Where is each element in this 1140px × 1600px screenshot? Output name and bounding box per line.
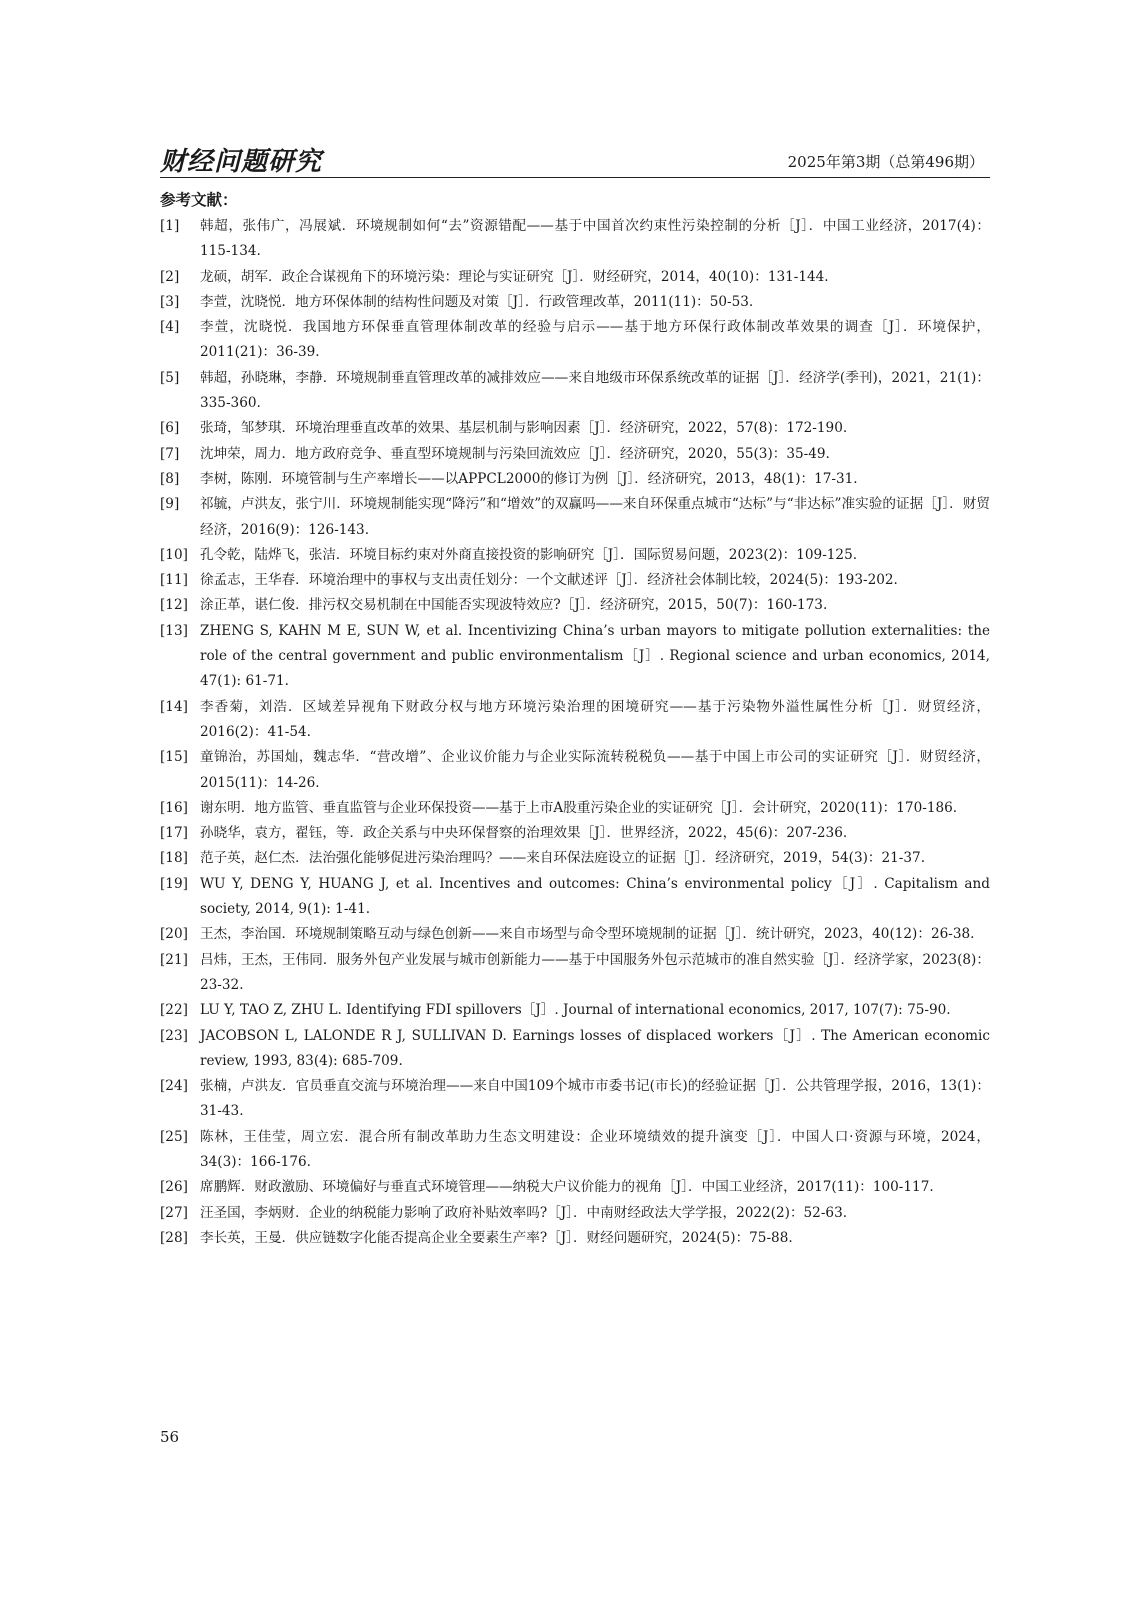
reference-text: 祁毓，卢洪友，张宁川．环境规制能实现“降污”和“增效”的双赢吗——来自环保重点城市“达标”与“非达标”准实验的证据［J］．财贸经济，2016(9)：126-143. bbox=[200, 496, 990, 538]
reference-number: [15] bbox=[160, 749, 188, 766]
reference-item bbox=[160, 821, 990, 846]
reference-number: [5] bbox=[160, 369, 180, 386]
reference-item bbox=[160, 492, 990, 543]
reference-item bbox=[160, 695, 990, 746]
reference-number: [6] bbox=[160, 420, 180, 437]
reference-number: [10] bbox=[160, 546, 188, 563]
reference-text: 童锦治，苏国灿，魏志华．“营改增”、企业议价能力与企业实际流转税税负——基于中国上市公司的实证研究［J］．财贸经济，2015(11)：14-26. bbox=[200, 749, 990, 791]
reference-number: [4] bbox=[160, 319, 180, 336]
reference-number: [14] bbox=[160, 698, 188, 715]
issue-info: 2025年第3期（总第496期） bbox=[787, 153, 984, 171]
reference-text: 沈坤荣，周力．地方政府竞争、垂直型环境规制与污染回流效应［J］．经济研究，2020，55(3)：35-49. bbox=[200, 445, 830, 462]
reference-number: [3] bbox=[160, 293, 180, 310]
journal-logo: 财经问题研究 bbox=[160, 147, 323, 177]
reference-item bbox=[160, 416, 990, 441]
reference-number: [21] bbox=[160, 951, 188, 968]
reference-text: LU Y, TAO Z, ZHU L. Identifying FDI spillovers［J］. Journal of international economics, 2017, 107(7): 75-90. bbox=[200, 1002, 951, 1019]
reference-item bbox=[160, 290, 990, 315]
reference-item bbox=[160, 568, 990, 593]
reference-item bbox=[160, 366, 990, 417]
reference-number: [25] bbox=[160, 1128, 188, 1145]
reference-text: 涂正革，谌仁俊．排污权交易机制在中国能否实现波特效应?［J］．经济研究，2015，50(7)：160-173. bbox=[200, 597, 828, 614]
reference-item bbox=[160, 1175, 990, 1200]
reference-number: [26] bbox=[160, 1179, 188, 1196]
reference-number: [20] bbox=[160, 926, 188, 943]
reference-number: [22] bbox=[160, 1002, 188, 1019]
reference-number: [28] bbox=[160, 1229, 188, 1246]
reference-text: 龙硕，胡军．政企合谋视角下的环境污染：理论与实证研究［J］．财经研究，2014，40(10)：131-144. bbox=[200, 268, 829, 285]
reference-item bbox=[160, 1226, 990, 1251]
reference-number: [23] bbox=[160, 1027, 188, 1044]
reference-text: 陈林，王佳莹，周立宏．混合所有制改革助力生态文明建设：企业环境绩效的提升演变［J］．中国人口·资源与环境，2024，34(3)：166-176. bbox=[200, 1128, 990, 1170]
reference-item bbox=[160, 593, 990, 618]
reference-text: 李萱，沈晓悦．地方环保体制的结构性问题及对策［J］．行政管理改革，2011(11)：50-53. bbox=[200, 293, 754, 310]
reference-number: [8] bbox=[160, 470, 180, 487]
reference-item bbox=[160, 948, 990, 999]
reference-text: 韩超，张伟广，冯展斌．环境规制如何“去”资源错配——基于中国首次约束性污染控制的分析［J］．中国工业经济，2017(4)：115-134. bbox=[200, 218, 990, 260]
reference-list bbox=[160, 214, 990, 1251]
reference-text: ZHENG S, KAHN M E, SUN W, et al. Incentivizing China’s urban mayors to mitigate pollution externalities: the role of the central government and public environmentalism［J］. Regional science and urban economics, 2014, 47(1): 61-71. bbox=[200, 622, 990, 690]
reference-number: [24] bbox=[160, 1078, 188, 1095]
reference-number: [9] bbox=[160, 496, 180, 513]
reference-item bbox=[160, 619, 990, 695]
reference-number: [19] bbox=[160, 875, 188, 892]
reference-item bbox=[160, 922, 990, 947]
references-heading: 参考文献： bbox=[160, 191, 238, 209]
reference-number: [11] bbox=[160, 572, 188, 589]
reference-text: 范子英，赵仁杰．法治强化能够促进污染治理吗？——来自环保法庭设立的证据［J］．经济研究，2019，54(3)：21-37. bbox=[200, 850, 926, 867]
reference-item bbox=[160, 315, 990, 366]
reference-item bbox=[160, 1024, 990, 1075]
reference-text: 张楠，卢洪友．官员垂直交流与环境治理——来自中国109个城市市委书记(市长)的经验证据［J］．公共管理学报，2016，13(1)：31-43. bbox=[200, 1078, 990, 1120]
reference-text: JACOBSON L, LALONDE R J, SULLIVAN D. Earnings losses of displaced workers［J］. The American economic review, 1993, 83(4): 685-709. bbox=[200, 1027, 990, 1069]
reference-item bbox=[160, 442, 990, 467]
reference-number: [12] bbox=[160, 597, 188, 614]
reference-text: 徐孟志，王华春．环境治理中的事权与支出责任划分：一个文献述评［J］．经济社会体制比较，2024(5)：193-202. bbox=[200, 572, 898, 589]
reference-item bbox=[160, 214, 990, 265]
reference-number: [18] bbox=[160, 850, 188, 867]
reference-number: [27] bbox=[160, 1204, 188, 1221]
reference-text: 席鹏辉．财政激励、环境偏好与垂直式环境管理——纳税大户议价能力的视角［J］．中国工业经济，2017(11)：100-117. bbox=[200, 1179, 934, 1196]
reference-item bbox=[160, 265, 990, 290]
reference-number: [16] bbox=[160, 799, 188, 816]
page-header bbox=[160, 143, 990, 178]
reference-text: WU Y, DENG Y, HUANG J, et al. Incentives and outcomes: China’s environmental policy［J］. Capitalism and society, 2014, 9(1): 1-41. bbox=[200, 875, 990, 918]
reference-text: 谢东明．地方监管、垂直监管与企业环保投资——基于上市A股重污染企业的实证研究［J］．会计研究，2020(11)：170-186. bbox=[200, 799, 958, 816]
reference-number: [1] bbox=[160, 218, 180, 234]
page-number: 56 bbox=[160, 1428, 180, 1446]
reference-number: [17] bbox=[160, 825, 188, 842]
reference-number: [7] bbox=[160, 445, 180, 462]
reference-number: [13] bbox=[160, 622, 188, 639]
reference-item bbox=[160, 1125, 990, 1176]
reference-text: 孙晓华，袁方，翟钰，等．政企关系与中央环保督察的治理效果［J］．世界经济，2022，45(6)：207-236. bbox=[200, 825, 848, 842]
reference-item bbox=[160, 1074, 990, 1125]
reference-item bbox=[160, 543, 990, 568]
reference-text: 张琦，邹梦琪．环境治理垂直改革的效果、基层机制与影响因素［J］．经济研究，2022，57(8)：172-190. bbox=[200, 420, 848, 437]
reference-item bbox=[160, 872, 990, 923]
reference-item bbox=[160, 1201, 990, 1226]
reference-text: 汪圣国，李炳财．企业的纳税能力影响了政府补贴效率吗?［J］．中南财经政法大学学报，2022(2)：52-63. bbox=[200, 1204, 848, 1221]
reference-text: 李树，陈刚．环境管制与生产率增长——以APPCL2000的修订为例［J］．经济研究，2013，48(1)：17-31. bbox=[200, 470, 858, 487]
reference-text: 吕炜，王杰，王伟同．服务外包产业发展与城市创新能力——基于中国服务外包示范城市的准自然实验［J］．经济学家，2023(8)：23-32. bbox=[200, 951, 990, 993]
reference-text: 韩超，孙晓琳，李静．环境规制垂直管理改革的减排效应——来自地级市环保系统改革的证据［J］．经济学(季刊)，2021，21(1)：335-360. bbox=[200, 369, 990, 412]
reference-item bbox=[160, 796, 990, 821]
reference-number: [2] bbox=[160, 268, 180, 285]
reference-item bbox=[160, 998, 990, 1023]
reference-text: 李萱，沈晓悦．我国地方环保垂直管理体制改革的经验与启示——基于地方环保行政体制改革效果的调查［J］．环境保护，2011(21)：36-39. bbox=[200, 319, 990, 361]
reference-item bbox=[160, 467, 990, 492]
reference-text: 孔令乾，陆烨飞，张洁．环境目标约束对外商直接投资的影响研究［J］．国际贸易问题，2023(2)：109-125. bbox=[200, 546, 858, 563]
reference-item bbox=[160, 846, 990, 871]
reference-text: 李长英，王曼．供应链数字化能否提高企业全要素生产率?［J］．财经问题研究，2024(5)：75-88. bbox=[200, 1229, 793, 1246]
reference-text: 李香菊，刘浩．区域差异视角下财政分权与地方环境污染治理的困境研究——基于污染物外溢性属性分析［J］．财贸经济，2016(2)：41-54. bbox=[200, 698, 990, 740]
reference-item bbox=[160, 745, 990, 796]
reference-text: 王杰，李治国．环境规制策略互动与绿色创新——来自市场型与命令型环境规制的证据［J］．统计研究，2023，40(12)：26-38. bbox=[200, 926, 975, 943]
